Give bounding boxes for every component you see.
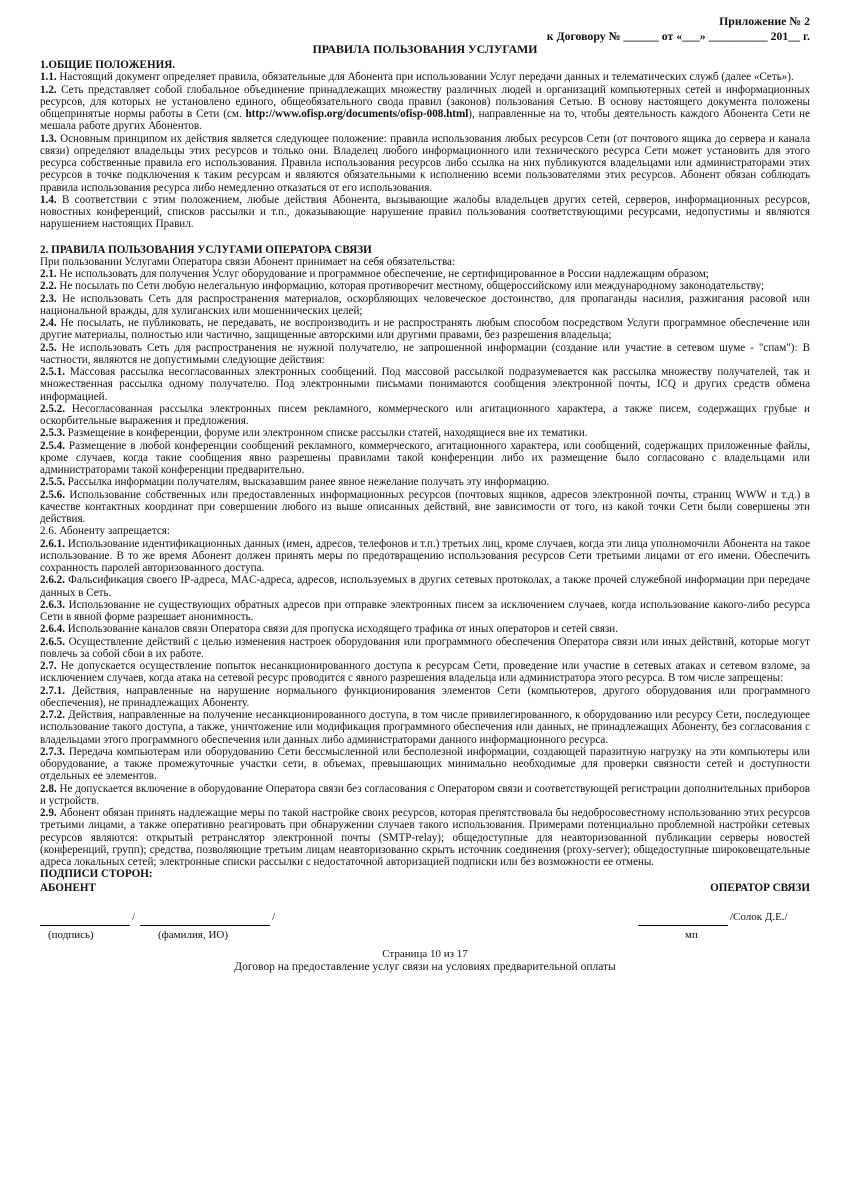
clause bbox=[40, 623, 810, 635]
clause-number: 2.6.4. bbox=[40, 623, 65, 636]
clause bbox=[40, 709, 810, 746]
clause-text: Настоящий документ определяет правила, обязательные для Абонента при использовании Услуг передачи данных и телематических служб (далее «Сеть»). bbox=[56, 71, 794, 84]
clause bbox=[40, 574, 810, 599]
name-caption: (фамилия, ИО) bbox=[158, 928, 229, 941]
clause-text: Размещение в конференции, форуме или электронном списке рассылки статей, находящиеся вне их тематики. bbox=[64, 427, 588, 440]
clause bbox=[40, 746, 810, 783]
operator-label: ОПЕРАТОР СВЯЗИ bbox=[710, 881, 810, 894]
clause-text: Сеть представляет собой глобальное объединение принадлежащих множеству различных людей и организаций компьютерных сетей и информационных ресурсов, для которых не установлено единого, общеобязательного свода правил (законов) пользования Сетью. В основу настоящего документа положены общепринятые нормы работы в Сети (см. bbox=[40, 83, 810, 120]
section-2-body bbox=[40, 268, 810, 868]
clause bbox=[40, 84, 810, 133]
contract-reference: к Договору № ______ от «___» __________ 201__ г. bbox=[546, 28, 810, 43]
signature-line bbox=[40, 914, 130, 926]
clause bbox=[40, 489, 810, 526]
clause-text: Использование не существующих обратных адресов при отправке электронных писем за исключением случаев, когда использование какого-либо ресурса Сети в явной форме разрешает анонимность. bbox=[40, 598, 810, 623]
clause-number: 2.5.3. bbox=[40, 427, 65, 440]
clause-number: 2.6. bbox=[40, 525, 57, 538]
clause-text: Основным принципом их действия является следующее положение: правила использования любых ресурсов Сети (от почтового ящика до сервера и канала связи) определяют владельцы этих ресурсов и только они. Владелец любого информационного или технического ресурса Сети может установить для этого ресурса собственные правила его использования. Правила использования ресурсов либо ссылка на них публикуются владельцами или администраторами этих ресурсов в точке подключения к таким ресурсам и являются обязательными к исполнению всеми пользователями этих ресурсов. Абонент обязан соблюдать правила использования ресурса либо немедленно отказаться от его использования. bbox=[40, 132, 810, 194]
clause bbox=[40, 783, 810, 808]
clause-text: Не посылать по Сети любую нелегальную информацию, которая противоречит местному, общероссийскому или международному законодательству; bbox=[56, 280, 765, 293]
clause-number: 2.5.6. bbox=[40, 488, 65, 501]
clause-text: Действия, направленные на получение несанкционированного доступа, в том числе привилегированного, к оборудованию или ресурсу Сети, последующее использование такого доступа, а также, уничтожение или модификация программного обеспечения или данных, не принадлежащих Абоненту, без согласования с владельцами этого программного обеспечения или данных либо администраторами данного информационного ресурса. bbox=[40, 709, 810, 746]
clause-text: ), направленные на то, чтобы деятельность каждого Абонента Сети не мешала работе других Абонентов. bbox=[40, 108, 810, 133]
page-number: Страница 10 из 17 bbox=[382, 947, 468, 960]
clause bbox=[40, 538, 810, 575]
clause-text: Не допускается осуществление попыток несанкционированного доступа к ресурсам Сети, проведение или участие в сетевых атаках и сетевом взломе, за исключением случаев, когда атака на сетевой ресурс проводится с явного разрешения владельца или администратора этого ресурса. В том числе запрещены: bbox=[40, 660, 810, 685]
clause bbox=[40, 807, 810, 868]
clause-text: Использование каналов связи Оператора связи для пропуска исходящего трафика от иных операторов и сетей связи. bbox=[64, 623, 619, 636]
clause-text: Осуществление действий с целью изменения настроек оборудования или программного обеспечения Оператора связи или иных действий, которые могут повлечь за собой сбои в их работе. bbox=[40, 635, 810, 660]
appendix-label: Приложение № 2 bbox=[719, 14, 810, 28]
section-1-heading: 1.ОБЩИЕ ПОЛОЖЕНИЯ. bbox=[40, 59, 176, 71]
clause bbox=[40, 525, 810, 537]
clause bbox=[40, 636, 810, 661]
clause-number: 2.7.3. bbox=[40, 745, 65, 758]
footer-doc-name: Договор на предоставление услуг связи на условиях предварительной оплаты bbox=[234, 960, 616, 973]
clause bbox=[40, 133, 810, 194]
clause-text: Не использовать Сеть для распространения не нужной получателю, не запрошенной информации (создание или участие в сетевом шуме - "спам"): В частности, являются не допустимыми следующие действия: bbox=[40, 341, 810, 366]
clause bbox=[40, 476, 810, 488]
clause-number: 1.3. bbox=[40, 132, 57, 145]
clause bbox=[40, 293, 810, 318]
clause bbox=[40, 366, 810, 403]
clause-number: 2.6.3. bbox=[40, 598, 65, 611]
clause-text: Размещение в любой конференции сообщений рекламного, коммерческого, агитационного характера, или сообщений, содержащих приложенные файлы, кроме случаев, когда такие сообщения явно разрешены правилами такой конференции либо их размещение было согласовано с владельцами или администраторами такой конференции предварительно. bbox=[40, 439, 810, 476]
slash: / bbox=[132, 910, 136, 923]
clause-text: Фальсификация своего IP-адреса, MAC-адреса, адресов, используемых в других сетевых протоколах, а также прочей служебной информации при передаче данных в Сеть. bbox=[40, 574, 810, 599]
clause-text: Не использовать для получения Услуг оборудование и программное обеспечение, не сертифицированное в России надлежащим образом; bbox=[56, 268, 709, 280]
clause-number: 2.8. bbox=[40, 782, 57, 795]
subscriber-label: АБОНЕНТ bbox=[40, 881, 96, 894]
signature-caption: (подпись) bbox=[48, 928, 94, 941]
clause-text: Передача компьютерам или оборудованию Сети бессмысленной или бесполезной информации, создающей паразитную нагрузку на эти компьютеры или оборудование, а также промежуточные участки сети, в объемах, превышающих минимально необходимые для проверки связности сетей и доступности отдельных ее элементов. bbox=[40, 745, 810, 783]
operator-signature-line bbox=[638, 914, 728, 926]
clause-number: 2.2. bbox=[40, 280, 57, 293]
clause-text: Абоненту запрещается: bbox=[56, 525, 170, 538]
clause-text: Использование идентификационных данных (имен, адресов, телефонов и т.п.) третьих лиц, кроме случаев, когда эти лица уполномочили Абонента на такое использование. В то же время Абонент должен принять меры по предотвращению использования ресурсов Сети третьими лицами от его имени. Обеспечить сохранность паролей авторизованного доступа. bbox=[40, 537, 810, 574]
clause bbox=[40, 685, 810, 710]
clause-text: Несогласованная рассылка электронных писем рекламного, коммерческого или агитационного характера, а также писем, содержащих грубые и оскорбительные выражения и предложения. bbox=[40, 402, 810, 427]
slash: / bbox=[272, 910, 276, 923]
clause bbox=[40, 427, 810, 439]
clause-number: 2.9. bbox=[40, 807, 57, 819]
signature-lines bbox=[40, 910, 810, 944]
clause-text: Не использовать Сеть для распространения материалов, оскорбляющих человеческое достоинство, для пропаганды насилия, разжигания расовой или национальной вражды, для хулиганских или мошеннических целей; bbox=[40, 292, 810, 317]
clause-number: 2.6.2. bbox=[40, 574, 65, 587]
clause-number: 2.7.1. bbox=[40, 684, 65, 697]
clause-text: Массовая рассылка несогласованных электронных сообщений. Под массовой рассылкой подразумевается как рассылка множеству получателей, так и множественная рассылка одному получателю. Под электронными письмами понимаются сообщения электронной почты, ICQ и других средств обмена информацией. bbox=[40, 366, 810, 403]
signatures-heading: ПОДПИСИ СТОРОН: bbox=[40, 868, 153, 881]
clause-text: Не допускается включение в оборудование Оператора связи без согласования с Оператором связи и соответствующей регистрации дополнительных приборов и устройств. bbox=[40, 782, 810, 807]
operator-name: /Солок Д.Е./ bbox=[730, 910, 788, 923]
clause bbox=[40, 403, 810, 428]
clause-number: 2.5.1. bbox=[40, 366, 65, 378]
clause-text: Рассылка информации получателям, высказавшим ранее явное нежелание получать эту информацию. bbox=[64, 476, 550, 489]
stamp-caption: мп bbox=[685, 928, 698, 941]
clause-number: 2.6.5. bbox=[40, 635, 65, 648]
clause-text: Использование собственных или предоставленных информационных ресурсов (почтовых ящиков, адресов электронной почты, страниц WWW и т.д.) в качестве контактных координат при совершении любого из выше описанных действий, вне зависимости от того, из какой точки Сети были совершены эти действия. bbox=[40, 488, 810, 525]
clause-number: 1.4. bbox=[40, 193, 57, 206]
clause bbox=[40, 599, 810, 624]
clause-number: 1.2. bbox=[40, 83, 57, 96]
clause-text: Действия, направленные на нарушение нормального функционирования элементов Сети (компьютеров, другого оборудования или программного обеспечения), не принадлежащих Абоненту. bbox=[40, 684, 810, 709]
clause-number: 2.7.2. bbox=[40, 709, 65, 721]
clause-text: Не посылать, не публиковать, не передавать, не воспроизводить и не распространять любым способом посредством Услуги программное обеспечение или другие материалы, полностью или частично, защищенные авторскими или другими правами, без разрешения владельца; bbox=[40, 317, 810, 342]
clause-number: 2.5. bbox=[40, 341, 57, 354]
clause-number: 2.3. bbox=[40, 292, 57, 305]
clause bbox=[40, 280, 810, 292]
reference-link[interactable]: http://www.ofisp.org/documents/ofisp-008.html bbox=[245, 108, 469, 120]
clause-number: 2.6.1. bbox=[40, 537, 65, 550]
section-2-intro: При пользовании Услугами Оператора связи Абонент принимает на себя обязательства: bbox=[40, 255, 456, 268]
section-1-body bbox=[40, 71, 810, 230]
section-2-heading: 2. ПРАВИЛА ПОЛЬЗОВАНИЯ УСЛУГАМИ ОПЕРАТОРА СВЯЗИ bbox=[40, 243, 372, 256]
clause bbox=[40, 71, 810, 83]
document-title: ПРАВИЛА ПОЛЬЗОВАНИЯ УСЛУГАМИ bbox=[312, 42, 538, 56]
clause bbox=[40, 317, 810, 342]
clause bbox=[40, 342, 810, 367]
clause-number: 2.5.5. bbox=[40, 476, 65, 489]
clause bbox=[40, 660, 810, 685]
clause-number: 2.7. bbox=[40, 660, 57, 672]
name-line bbox=[140, 914, 270, 926]
clause-text: В соответствии с этим положением, любые действия Абонента, вызывающие жалобы владельцев других сетей, серверов, информационных ресурсов, новостных конференций, списков рассылки и т.п., доказывающие нарушение правил пользования соответствующими ресурсами, недопустимы и являются нарушением настоящих Правил. bbox=[40, 193, 810, 231]
clause-number: 2.1. bbox=[40, 268, 57, 280]
clause-number: 2.4. bbox=[40, 317, 57, 329]
clause-text: Абонент обязан принять надлежащие меры по такой настройке своих ресурсов, которая препятствовала бы недобросовестному использованию этих ресурсов третьими лицами, а также оперативно реагировать при обнаружении случаев такого использования. Примерами потенциально проблемной настройки сетевых ресурсов являются: открытый ретранслятор электронной почты (SMTP-relay); общедоступные для неавторизованной публикации серверы новостей (конференций, групп); средства, позволяющие третьим лицам неавторизованно скрыть источник соединения (proxy-server); общедоступные широковещательные адреса локальных сетей; электронные списки рассылки с недостаточной авторизацией подписки или без возможности ее отмены. bbox=[40, 807, 810, 868]
clause bbox=[40, 440, 810, 477]
clause-number: 1.1. bbox=[40, 71, 57, 84]
document-page bbox=[40, 14, 810, 974]
clause bbox=[40, 194, 810, 231]
clause-number: 2.5.4. bbox=[40, 439, 65, 452]
signature-parties bbox=[40, 882, 810, 894]
clause bbox=[40, 268, 810, 280]
clause-number: 2.5.2. bbox=[40, 402, 65, 415]
